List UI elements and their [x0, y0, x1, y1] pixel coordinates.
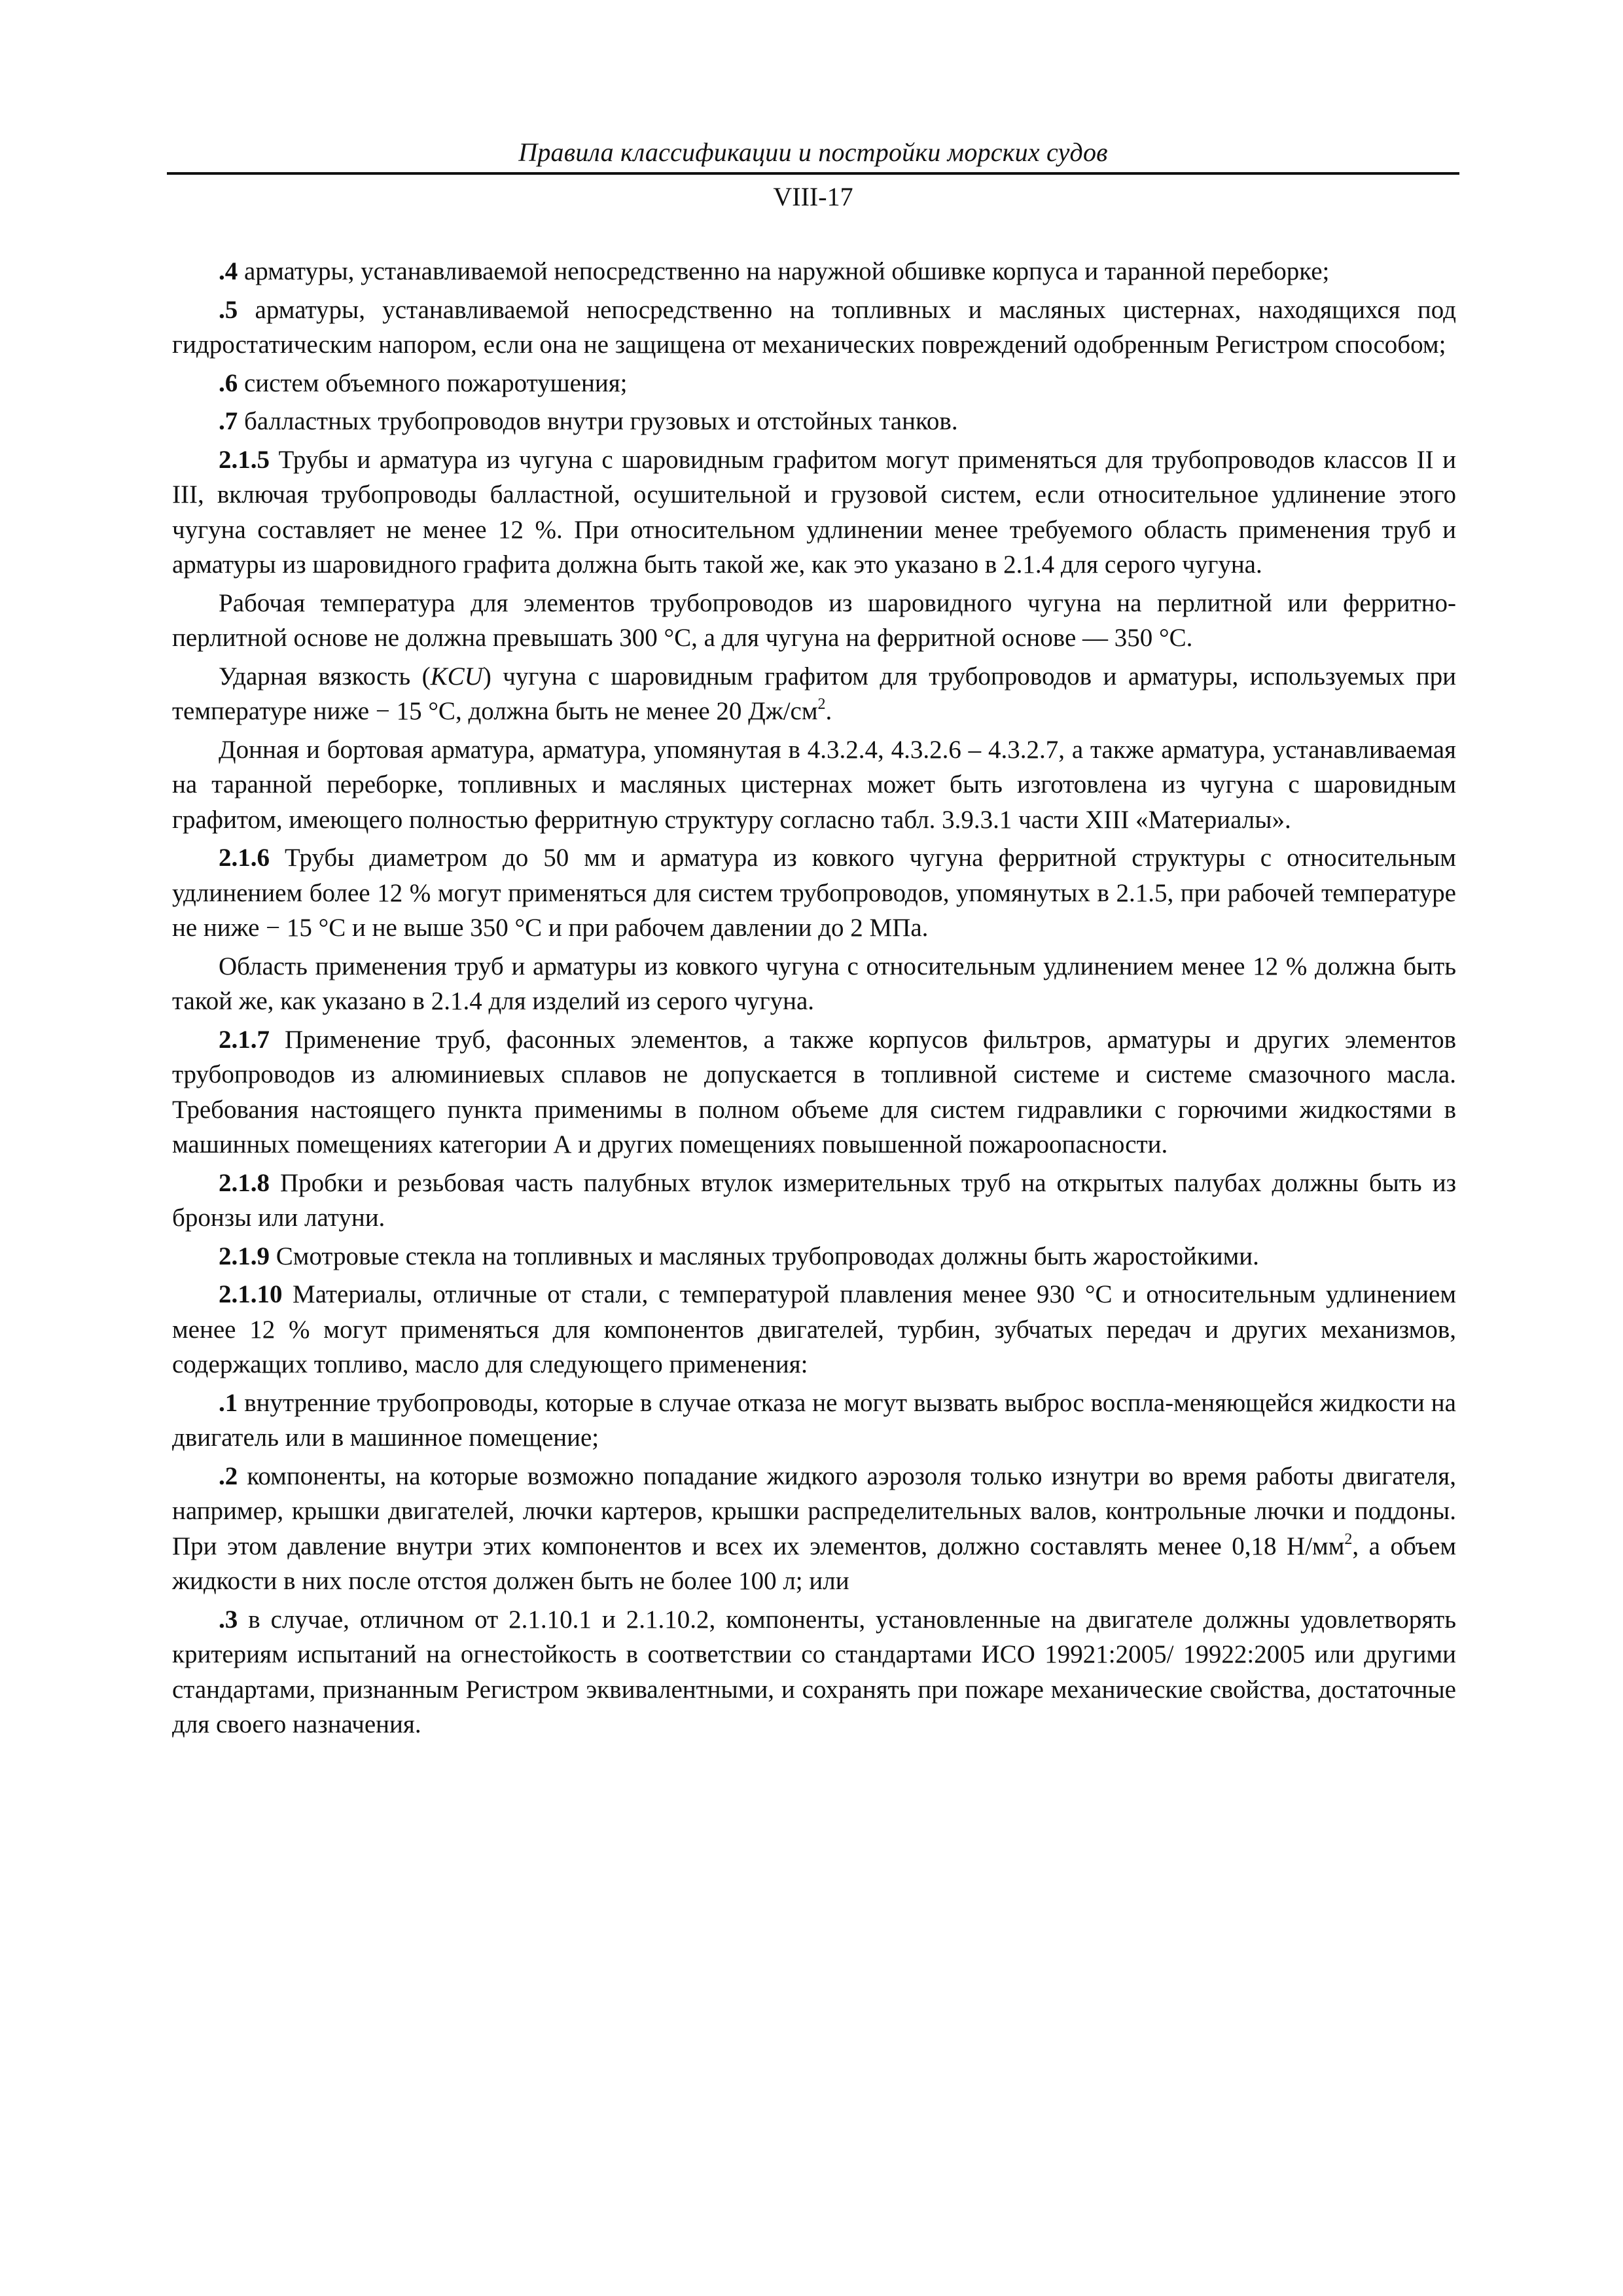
superscript: 2: [1344, 1530, 1353, 1548]
section-2-1-10: [172, 1277, 1456, 1382]
section-text: Трубы и арматура из чугуна с шаровидным графитом могут применяться для трубопроводов классов II и III, включая трубопроводы балластной, осушительной и грузовой систем, если относительное удлинение этого чугуна составляет не менее 12 %. При относительном удлинении менее требуемого область применения труб и арматуры из шаровидного графита должна быть такой же, как это указано в 2.1.4 для серого чугуна.: [172, 445, 1456, 579]
item-number: .3: [219, 1605, 238, 1634]
item-text: арматуры, устанавливаемой непосредственно на наружной обшивке корпуса и таранной переборке;: [238, 257, 1330, 285]
document-body: [172, 254, 1456, 1746]
list-item-5: [172, 293, 1456, 363]
section-number: 2.1.6: [219, 844, 270, 872]
page-number: VIII-17: [773, 182, 853, 211]
paragraph-text: Донная и бортовая арматура, арматура, упомянутая в 4.3.2.4, 4.3.2.6 – 4.3.2.7, а также арматура, устанавливаемая на таранной переборке, топливных и масляных цистернах может быть изготовлена из чугуна с шаровидным графитом, имеющего полностью ферритную структуру согласно табл. 3.9.3.1 части XIII «Материалы».: [172, 735, 1456, 834]
list-item-3: [172, 1602, 1456, 1742]
paragraph-text: Рабочая температура для элементов трубопроводов из шаровидного чугуна на перлитной или ферритно-перлитной основе не должна превышать 300 °С, а для чугуна на ферритной основе — 350 °С.: [172, 588, 1456, 652]
section-2-1-9: [172, 1239, 1456, 1274]
item-text-end: , а объем жидкости в них после отстоя должен быть не более 100 л; или: [172, 1532, 1457, 1595]
paragraph-text: Область применения труб и арматуры из ковкого чугуна с относительным удлинением менее 12 % должна быть такой же, как указано в 2.1.4 для изделий из серого чугуна.: [172, 952, 1456, 1015]
section-2-1-6: [172, 840, 1456, 946]
list-item-2: [172, 1459, 1456, 1599]
item-number: .7: [219, 407, 238, 435]
list-item-6: [172, 366, 1456, 401]
section-2-1-7: [172, 1022, 1456, 1162]
paragraph-working-temperature: [172, 586, 1456, 656]
item-text: балластных трубопроводов внутри грузовых и отстойных танков.: [238, 407, 958, 435]
paragraph-text-start: Ударная вязкость (: [219, 662, 431, 691]
section-number: 2.1.9: [219, 1242, 270, 1270]
header-divider: [167, 172, 1459, 175]
item-text-start: компоненты, на которые возможно попадание жидкого аэрозоля только изнутри во время работы двигателя, например, крышки двигателей, лючки картеров, крышки распределительных валов, контрольные лючки и поддоны. При этом давление внутри этих компонентов и всех их элементов, должно составлять менее 0,18 Н/мм: [172, 1462, 1456, 1560]
list-item-7: [172, 404, 1456, 439]
section-number: 2.1.8: [219, 1168, 270, 1197]
list-item-4: [172, 254, 1456, 289]
section-text: Трубы диаметром до 50 мм и арматура из ковкого чугуна ферритной структуры с относительным удлинением более 12 % могут применяться для систем трубопроводов, упомянутых в 2.1.5, при рабочей температуре не ниже − 15 °С и не выше 350 °С и при рабочем давлении до 2 МПа.: [172, 844, 1456, 942]
section-text: Смотровые стекла на топливных и масляных трубопроводах должны быть жаростойкими.: [270, 1242, 1259, 1270]
section-number: 2.1.10: [219, 1280, 283, 1308]
paragraph-bottom-valves: [172, 732, 1456, 838]
section-text: Применение труб, фасонных элементов, а также корпусов фильтров, арматуры и других элементов трубопроводов из алюминиевых сплавов не допускается в топливной системе и системе смазочного масла. Требования настоящего пункта применимы в полном объеме для систем гидравлики с горючими жидкостями в машинных помещениях категории А и других помещениях повышенной пожароопасности.: [172, 1025, 1456, 1158]
paragraph-malleable-iron-scope: [172, 949, 1456, 1019]
paragraph-text-end: .: [825, 697, 832, 725]
item-text: внутренние трубопроводы, которые в случае отказа не могут вызвать выброс воспла-меняющейся жидкости на двигатель или в машинное помещение;: [172, 1388, 1456, 1452]
section-number: 2.1.5: [219, 445, 270, 474]
paragraph-impact-strength: [172, 659, 1456, 729]
item-number: .5: [219, 295, 238, 324]
list-item-1: [172, 1386, 1456, 1456]
paragraph-text-middle: ) чугуна с шаровидным графитом для трубопроводов и арматуры, используемых при температуре ниже − 15 °С, должна быть не менее 20 Дж/см: [172, 662, 1456, 725]
page-header: [167, 134, 1459, 215]
item-number: .1: [219, 1388, 238, 1417]
item-number: .6: [219, 368, 238, 397]
item-text: арматуры, устанавливаемой непосредственно на топливных и масляных цистернах, находящихся под гидростатическим напором, если она не защищена от механических повреждений одобренным Регистром способом;: [172, 295, 1456, 359]
item-text: в случае, отличном от 2.1.10.1 и 2.1.10.2, компоненты, установленные на двигателе должны удовлетворять критериям испытаний на огнестойкость в соответствии со стандартами ИСО 19921:2005/ 19922:2005 или другими стандартами, признанным Регистром эквивалентными, и сохранять при пожаре механические свойства, достаточные для своего назначения.: [172, 1605, 1456, 1738]
section-2-1-8: [172, 1166, 1456, 1236]
section-number: 2.1.7: [219, 1025, 270, 1054]
item-text: систем объемного пожаротушения;: [238, 368, 628, 397]
section-text: Пробки и резьбовая часть палубных втулок измерительных труб на открытых палубах должны быть из бронзы или латуни.: [172, 1168, 1456, 1232]
item-number: .4: [219, 257, 238, 285]
item-number: .2: [219, 1462, 238, 1490]
section-2-1-5: [172, 442, 1456, 583]
superscript: 2: [817, 696, 826, 713]
document-title: Правила классификации и постройки морских судов: [518, 137, 1108, 167]
section-text: Материалы, отличные от стали, с температурой плавления менее 930 °С и относительным удлинением менее 12 % могут применяться для компонентов двигателей, турбин, зубчатых передач и других механизмов, содержащих топливо, масло для следующего применения:: [172, 1280, 1456, 1378]
kcu-symbol: KCU: [430, 662, 483, 691]
